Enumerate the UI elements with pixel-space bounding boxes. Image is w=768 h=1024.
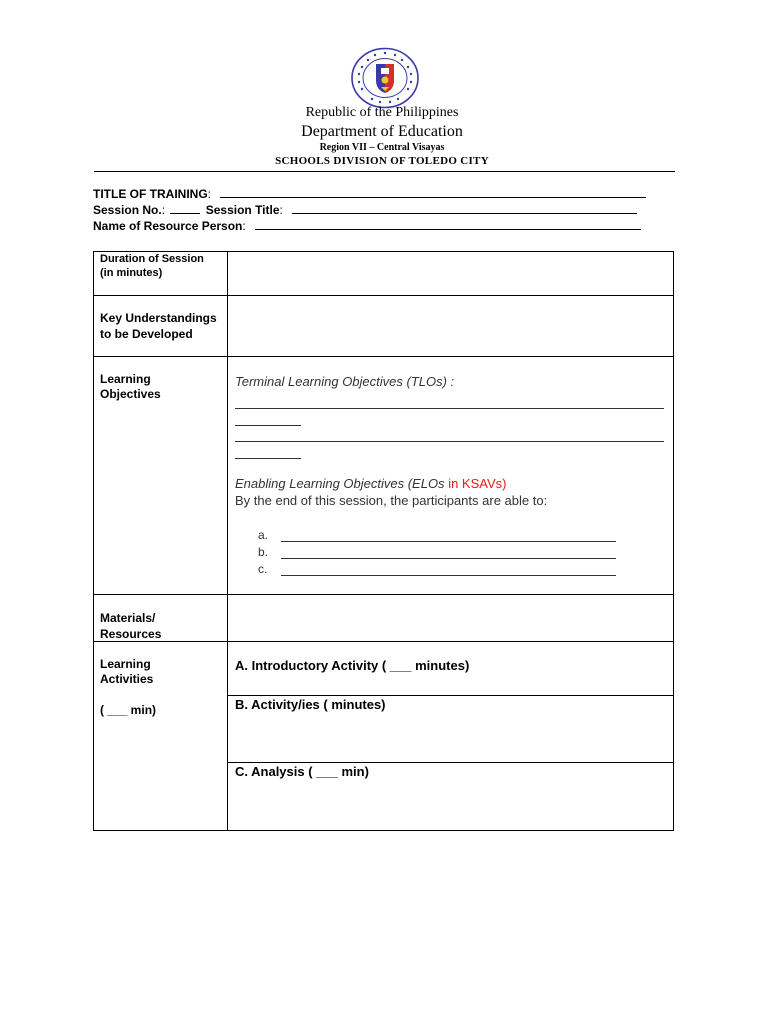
session-no-label: Session No.	[93, 203, 162, 217]
header-region: Region VII – Central Visayas	[319, 142, 445, 153]
tlo-heading: Terminal Learning Objectives (TLOs) :	[235, 374, 455, 389]
list-marker-b: b.	[258, 545, 269, 559]
session-row	[93, 203, 637, 217]
elo-line-a[interactable]	[281, 541, 616, 542]
activity-c-analysis: C. Analysis ( ___ min)	[235, 764, 369, 779]
tlo-line-2-cont[interactable]	[235, 458, 301, 459]
table-column-divider	[227, 251, 228, 831]
key-understandings-label: Key Understandings to be Developed	[100, 311, 217, 341]
title-of-training-label: TITLE OF TRAINING	[93, 187, 208, 201]
activity-b-activities: B. Activity/ies ( minutes)	[235, 697, 386, 712]
header-department: Department of Education	[301, 123, 463, 140]
elo-heading-ksav: in KSAVs)	[448, 476, 507, 491]
elo-line-b[interactable]	[281, 558, 616, 559]
activity-divider-1	[227, 695, 674, 696]
header-divider	[94, 171, 675, 172]
elo-heading-text: Enabling Learning Objectives (ELOs	[235, 476, 445, 491]
activities-min-label: ( ___ min)	[100, 703, 157, 717]
session-title-colon: :	[279, 203, 283, 217]
row-divider-3	[93, 594, 674, 595]
row-divider-1	[93, 295, 674, 296]
session-no-colon: :	[161, 203, 166, 217]
learning-activities-label: Learning Activities	[100, 657, 154, 686]
list-marker-a: a.	[258, 528, 269, 542]
deped-seal-logo	[350, 47, 420, 109]
session-title-label: Session Title	[205, 203, 280, 217]
title-colon: :	[207, 187, 211, 201]
resource-person-label: Name of Resource Person	[93, 219, 243, 233]
activity-divider-2	[227, 762, 674, 763]
elo-intro: By the end of this session, the participants are able to:	[235, 493, 548, 508]
header-republic: Republic of the Philippines	[305, 105, 459, 120]
list-marker-c: c.	[258, 562, 268, 576]
tlo-line-1[interactable]	[235, 408, 664, 409]
elo-heading	[235, 476, 506, 491]
title-of-training-row	[93, 187, 646, 201]
resource-person-input[interactable]	[255, 220, 641, 230]
elo-line-c[interactable]	[281, 575, 616, 576]
title-of-training-input[interactable]	[220, 188, 646, 198]
tlo-line-2[interactable]	[235, 441, 664, 442]
row-divider-2	[93, 356, 674, 357]
materials-label: Materials/ Resources	[100, 611, 162, 641]
resource-person-row	[93, 219, 641, 233]
session-no-input[interactable]	[170, 204, 200, 214]
header-division: SCHOOLS DIVISION OF TOLEDO CITY	[275, 155, 489, 167]
activity-a-introductory: A. Introductory Activity ( ___ minutes)	[235, 658, 470, 673]
session-title-input[interactable]	[292, 204, 637, 214]
resource-person-colon: :	[242, 219, 246, 233]
duration-label: Duration of Session (in minutes)	[100, 253, 204, 279]
learning-objectives-label: Learning Objectives	[100, 372, 161, 401]
tlo-line-1-cont[interactable]	[235, 425, 301, 426]
